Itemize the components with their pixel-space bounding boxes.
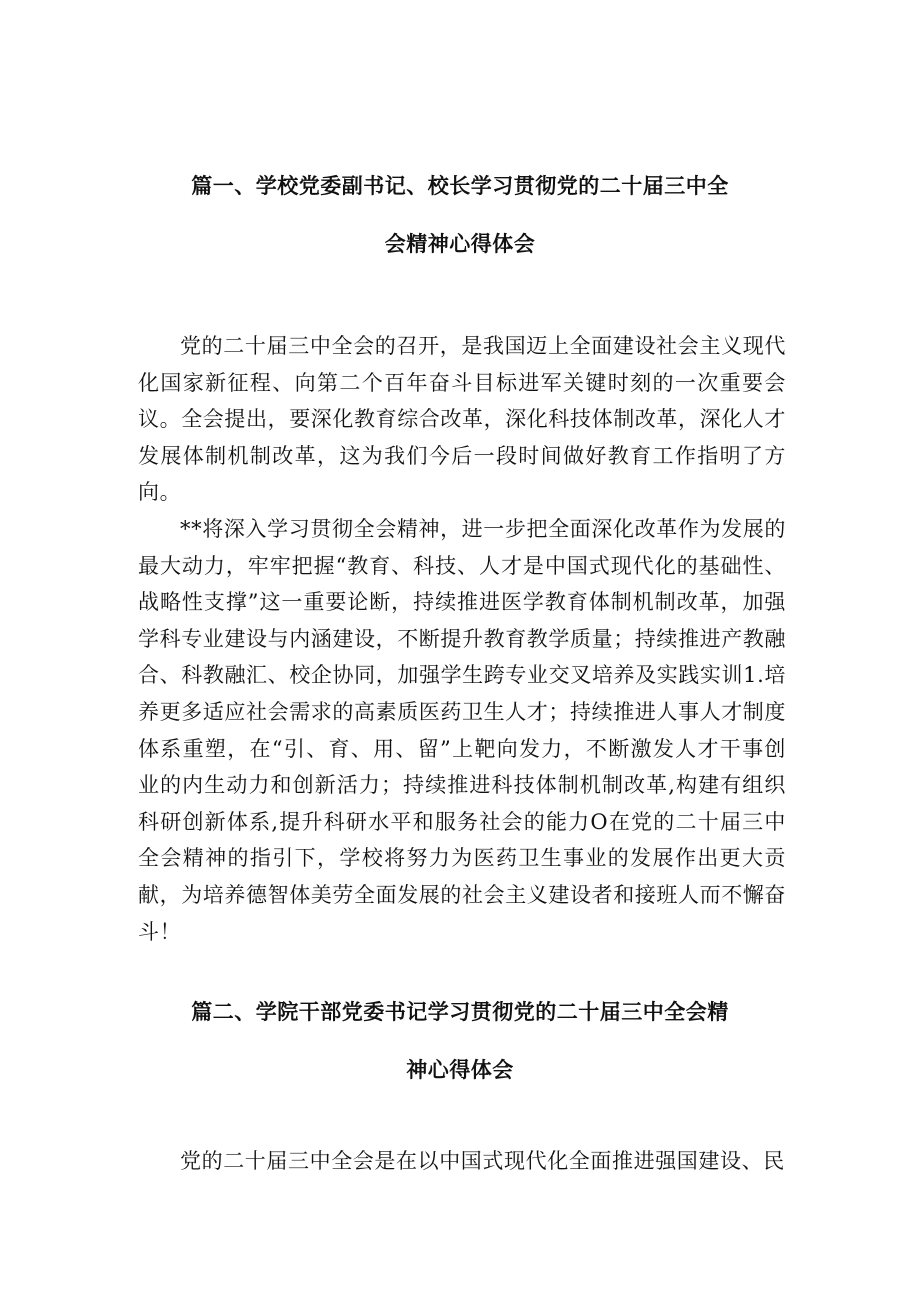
section-1-paragraph-2: **将深入学习贯彻全会精神，进一步把全面深化改革作为发展的最大动力，牢牢把握“教育、科技、人才是中国式现代化的基础性、战略性支撑”这一重要论断，持续推进医学教育体制机制改革，加强学科专业建设与内涵建设，不断提升教育教学质量；持续推进产教融合、科教融汇、校企协同，加强学生跨专业交叉培养及实践实训1.培养更多适应社会需求的高素质医药卫生人才；持续推进人事人才制度体系重塑，在“引、育、用、留”上靶向发力，不断激发人才干事创业的内生动力和创新活力；持续推进科技体制机制改革,构建有组织科研创新体系,提升科研水平和服务社会的能力O在党的二十届三中全会精神的指引下，学校将努力为医药卫生事业的发展作出更大贡献，为培养德智体美劳全面发展的社会主义建设者和接班人而不懈奋斗！ — [138, 516, 786, 944]
section-2-title-line-2: 神心得体会 — [406, 1058, 514, 1082]
section-2-paragraph-1: 党的二十届三中全会是在以中国式现代化全面推进强国建设、民 — [180, 1149, 785, 1173]
section-1-paragraph-1: 党的二十届三中全会的召开，是我国迈上全面建设社会主义现代化国家新征程、向第二个百年奋斗目标进军关键时刻的一次重要会议。全会提出，要深化教育综合改革，深化科技体制改革，深化人才发展体制机制改革，这为我们今后一段时间做好教育工作指明了方向。 — [138, 334, 786, 505]
section-1-body — [138, 328, 786, 950]
section-2-body — [138, 1143, 786, 1180]
section-1-title-line-2: 会精神心得体会 — [384, 232, 536, 256]
section-2-title-line-1: 篇二、学院干部党委书记学习贯彻党的二十届三中全会精 — [191, 1000, 729, 1024]
section-1-title-line-1: 篇一、学校党委副书记、校长学习贯彻党的二十届三中全 — [191, 174, 729, 198]
